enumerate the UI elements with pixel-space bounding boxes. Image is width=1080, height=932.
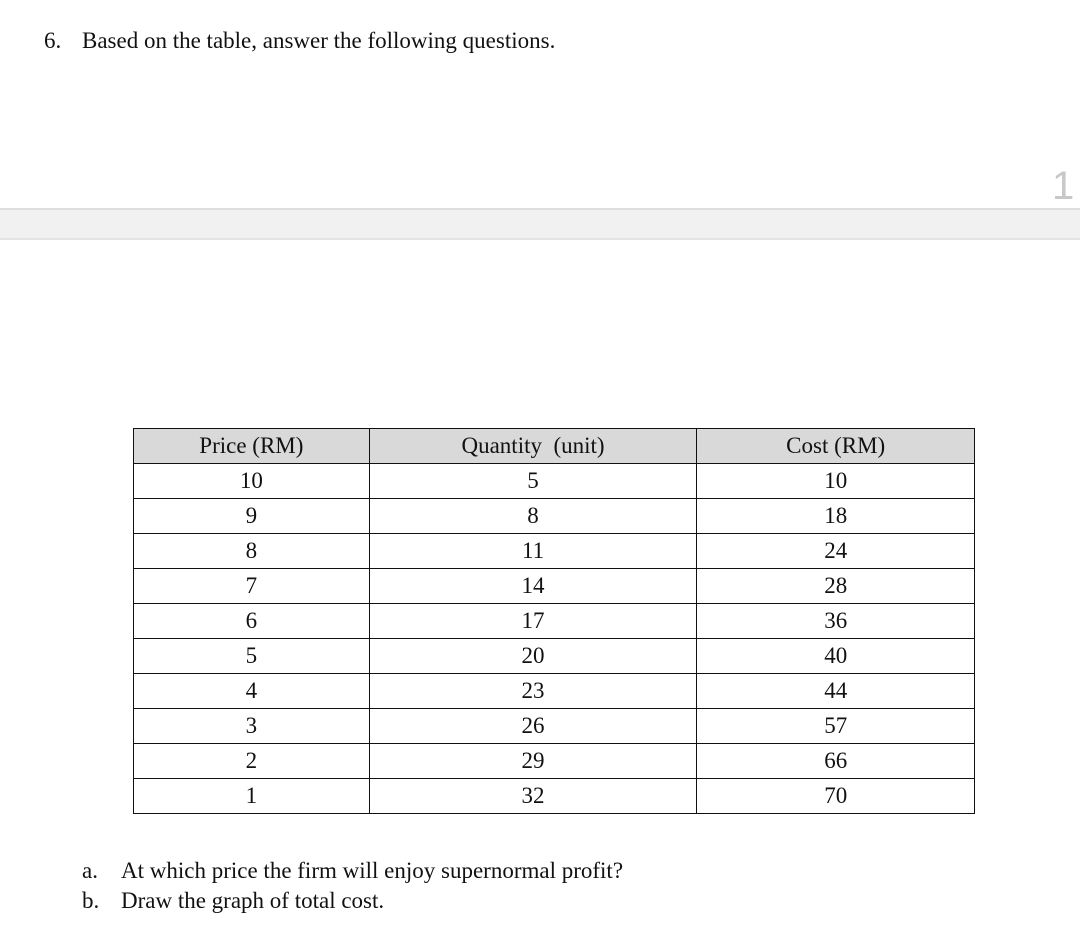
table-row xyxy=(134,604,975,639)
page-divider xyxy=(0,208,1080,240)
table-row xyxy=(134,534,975,569)
price-cell: 1 xyxy=(134,779,370,814)
quantity-cell: 11 xyxy=(369,534,697,569)
price-cell: 10 xyxy=(134,464,370,499)
quantity-cell: 8 xyxy=(369,499,697,534)
quantity-cell: 32 xyxy=(369,779,697,814)
cost-cell: 18 xyxy=(697,499,975,534)
table-header-row xyxy=(134,429,975,464)
table-row xyxy=(134,639,975,674)
price-cell: 5 xyxy=(134,639,370,674)
table-row xyxy=(134,499,975,534)
cost-cell: 24 xyxy=(697,534,975,569)
table-row xyxy=(134,674,975,709)
column-header-price: Price (RM) xyxy=(134,429,370,464)
cost-cell: 40 xyxy=(697,639,975,674)
price-cell: 4 xyxy=(134,674,370,709)
price-cell: 8 xyxy=(134,534,370,569)
quantity-cell: 17 xyxy=(369,604,697,639)
cost-cell: 44 xyxy=(697,674,975,709)
table-row xyxy=(134,464,975,499)
cost-cell: 36 xyxy=(697,604,975,639)
quantity-cell: 14 xyxy=(369,569,697,604)
price-cell: 7 xyxy=(134,569,370,604)
cost-cell: 10 xyxy=(697,464,975,499)
quantity-cell: 26 xyxy=(369,709,697,744)
price-cell: 3 xyxy=(134,709,370,744)
sub-question-b xyxy=(82,886,384,916)
question-heading xyxy=(44,26,555,56)
question-text: Based on the table, answer the following questions. xyxy=(82,28,556,53)
cost-cell: 66 xyxy=(697,744,975,779)
page-number: 1 xyxy=(1052,164,1075,208)
sub-question-a xyxy=(82,856,623,886)
sub-question-text: Draw the graph of total cost. xyxy=(121,888,385,913)
table-row xyxy=(134,709,975,744)
cost-cell: 28 xyxy=(697,569,975,604)
price-cell: 6 xyxy=(134,604,370,639)
quantity-cell: 5 xyxy=(369,464,697,499)
question-number: 6. xyxy=(44,28,62,53)
price-cell: 9 xyxy=(134,499,370,534)
cost-cell: 57 xyxy=(697,709,975,744)
quantity-cell: 29 xyxy=(369,744,697,779)
table-row xyxy=(134,569,975,604)
cost-cell: 70 xyxy=(697,779,975,814)
sub-question-letter: a. xyxy=(82,858,98,883)
column-header-quantity: Quantity (unit) xyxy=(369,429,697,464)
quantity-cell: 23 xyxy=(369,674,697,709)
column-header-cost: Cost (RM) xyxy=(697,429,975,464)
table-row xyxy=(134,744,975,779)
quantity-cell: 20 xyxy=(369,639,697,674)
price-cell: 2 xyxy=(134,744,370,779)
sub-question-letter: b. xyxy=(82,888,100,913)
sub-question-text: At which price the firm will enjoy supernormal profit? xyxy=(121,858,624,883)
table-row xyxy=(134,779,975,814)
data-table xyxy=(133,428,975,814)
